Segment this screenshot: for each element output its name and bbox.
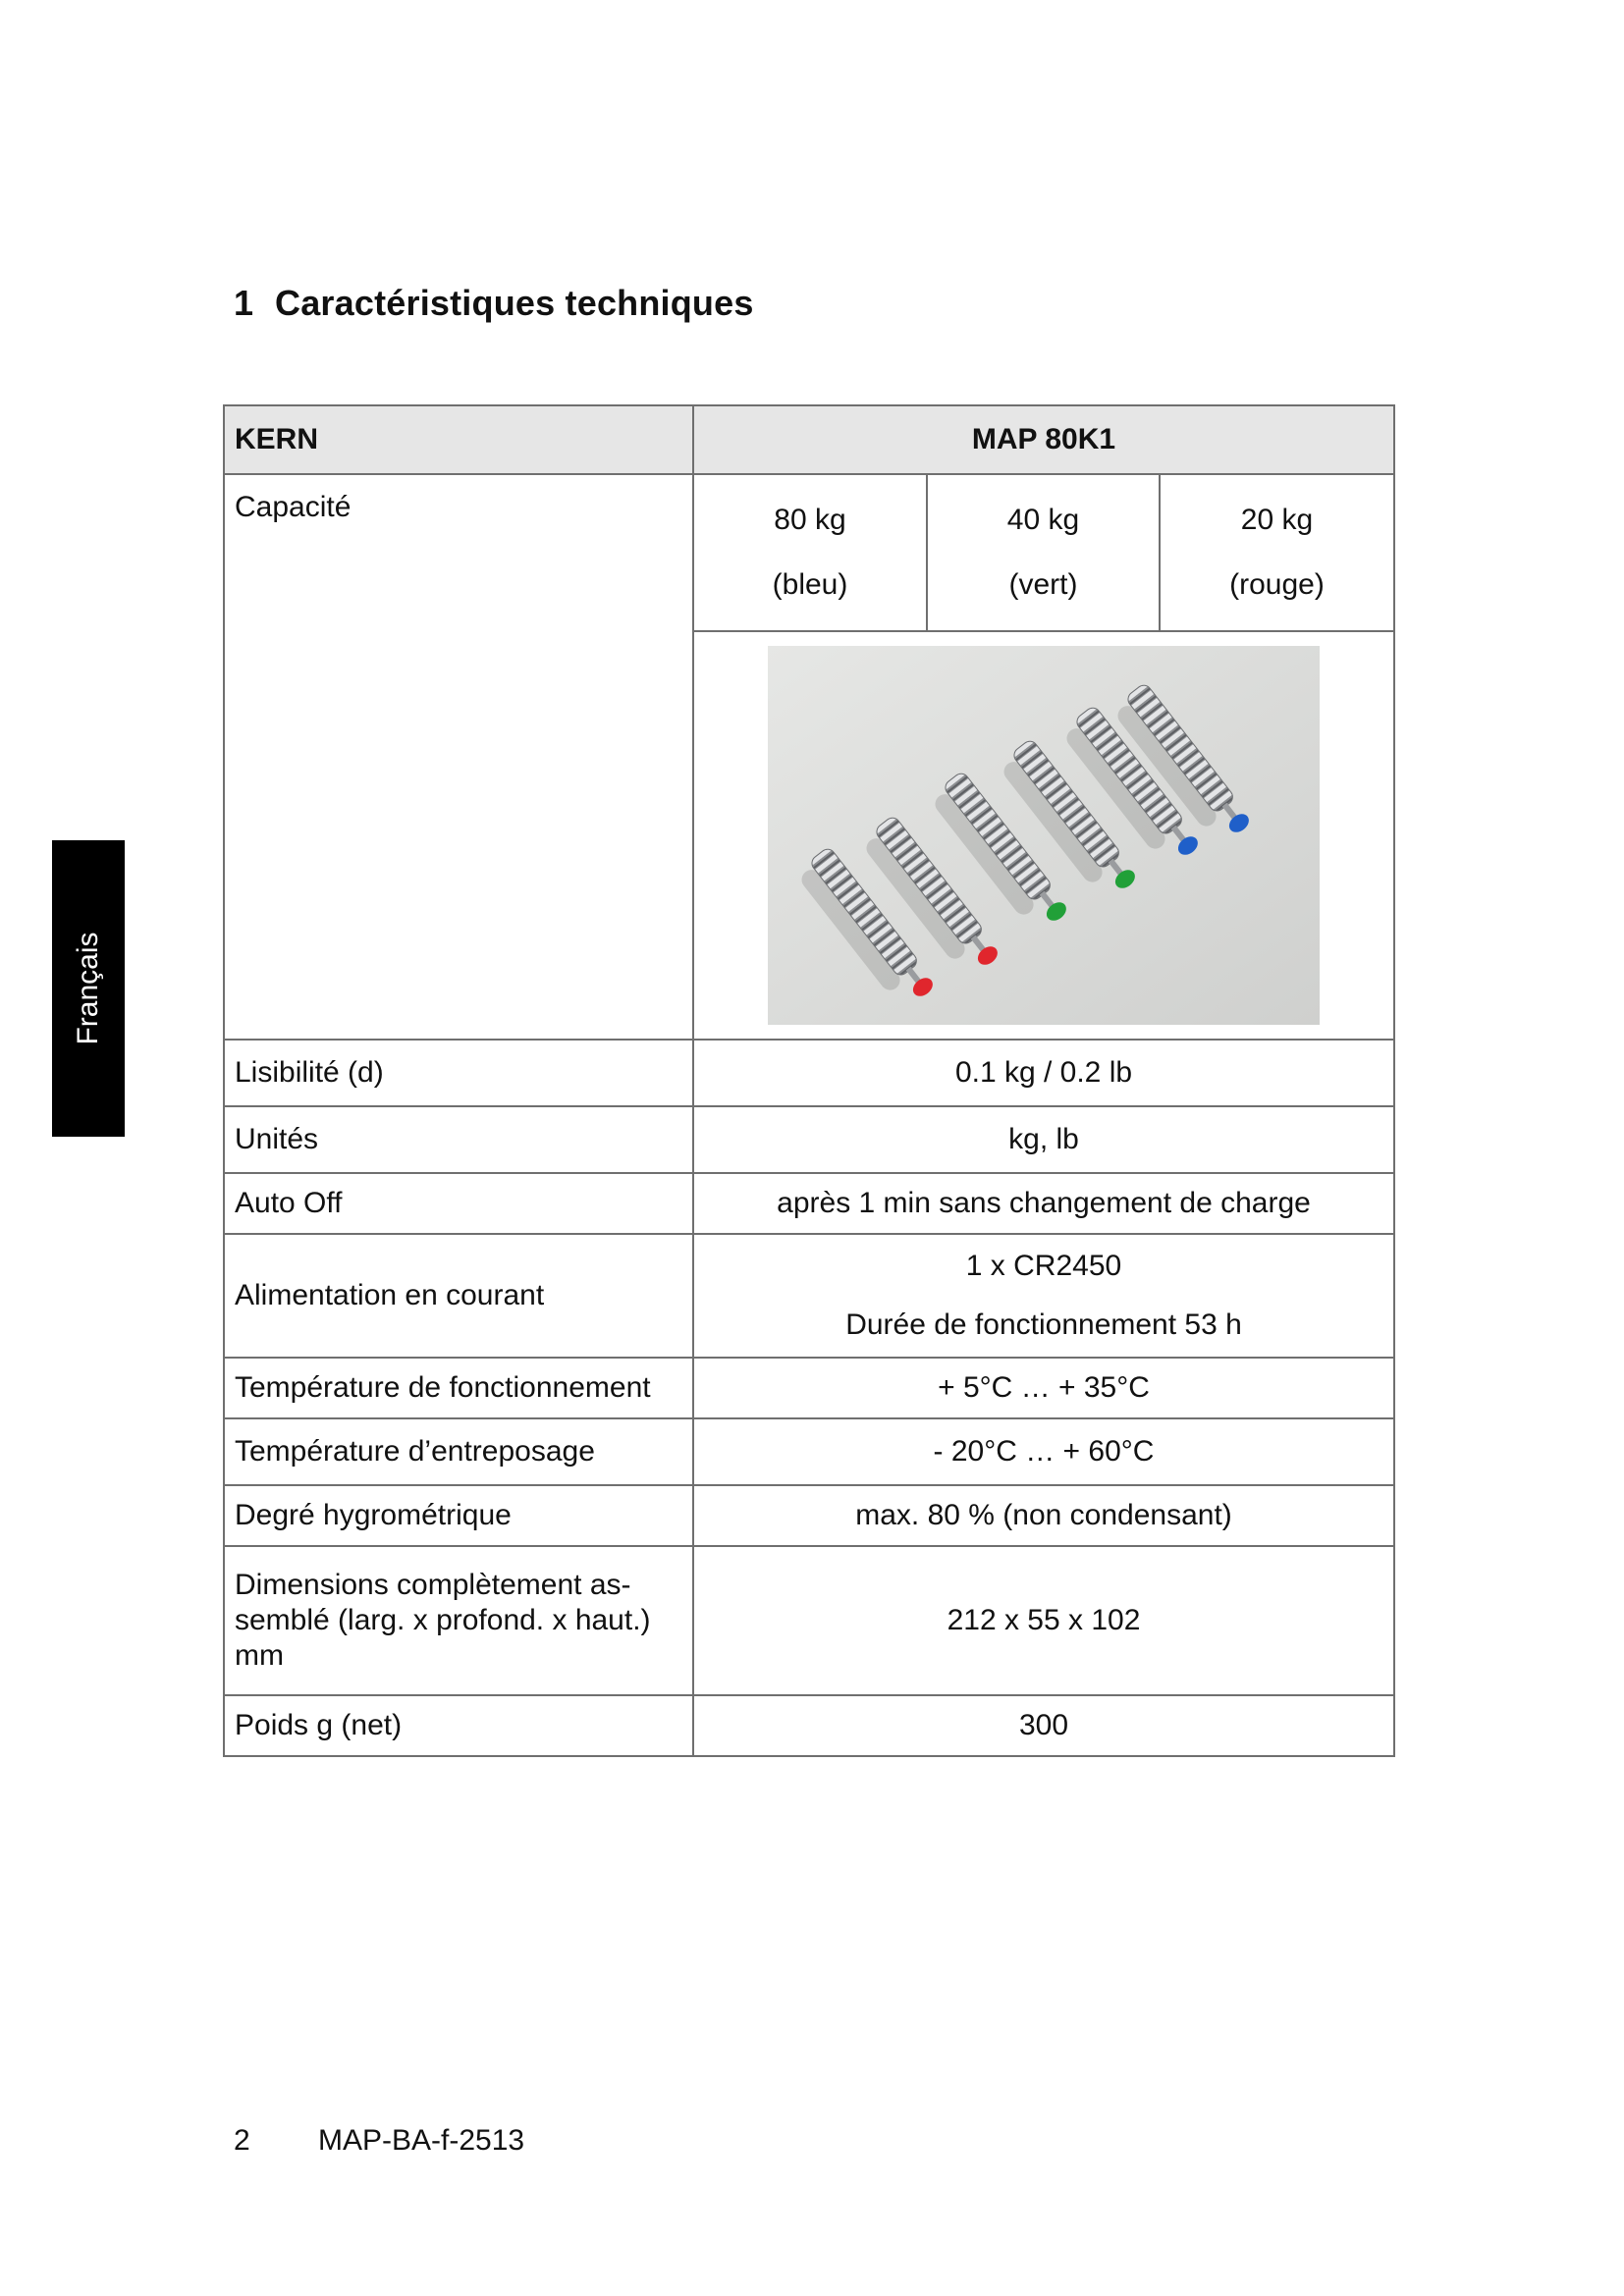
spec-row [224, 1546, 1394, 1695]
spec-value: max. 80 % (non condensant) [693, 1485, 1394, 1546]
document-code: MAP-BA-f-2513 [318, 2124, 525, 2157]
page-number: 2 [234, 2124, 250, 2157]
photo-background [768, 646, 1320, 1025]
capacity-color: (rouge) [1229, 568, 1325, 601]
capacity-color: (vert) [1008, 568, 1078, 601]
section-heading [234, 283, 754, 324]
spec-row [224, 1040, 1394, 1106]
spec-label-line: mm [235, 1639, 284, 1672]
spec-label: Unités [224, 1106, 693, 1173]
spec-label [224, 1546, 693, 1695]
photo-cell [693, 631, 1394, 1040]
spec-label: Auto Off [224, 1173, 693, 1234]
spec-label: Degré hygrométrique [224, 1485, 693, 1546]
springs-image [768, 646, 1320, 1025]
spec-row [224, 1485, 1394, 1546]
section-number: 1 [234, 283, 254, 323]
springs-photo [768, 646, 1320, 1025]
spec-label-line: Dimensions complètement as- [235, 1569, 631, 1601]
brand-cell: KERN [224, 405, 693, 474]
spec-value: 212 x 55 x 102 [693, 1546, 1394, 1695]
spec-label: Poids g (net) [224, 1695, 693, 1756]
spec-value: kg, lb [693, 1106, 1394, 1173]
spec-value [693, 1234, 1394, 1358]
spec-row [224, 1106, 1394, 1173]
capacity-option-green [927, 474, 1160, 631]
language-tab-label: Français [72, 932, 104, 1045]
model-cell: MAP 80K1 [693, 405, 1394, 474]
spec-value: - 20°C … + 60°C [693, 1418, 1394, 1485]
spec-row [224, 1358, 1394, 1418]
capacity-label: Capacité [224, 474, 693, 1040]
spec-row [224, 1234, 1394, 1358]
capacity-option-red [1160, 474, 1394, 631]
spec-table [223, 404, 1395, 1757]
spec-label: Température de fonctionnement [224, 1358, 693, 1418]
language-tab [52, 840, 125, 1137]
spec-label: Température d’entreposage [224, 1418, 693, 1485]
spec-value: 300 [693, 1695, 1394, 1756]
capacity-value: 80 kg [774, 504, 846, 536]
spec-value: après 1 min sans changement de charge [693, 1173, 1394, 1234]
capacity-row [224, 474, 1394, 631]
spec-value: + 5°C … + 35°C [693, 1358, 1394, 1418]
spec-value-line: 1 x CR2450 [965, 1250, 1122, 1282]
spec-row [224, 1418, 1394, 1485]
capacity-value: 20 kg [1240, 504, 1314, 536]
page-footer [234, 2124, 524, 2158]
spec-value: 0.1 kg / 0.2 lb [693, 1040, 1394, 1106]
spec-header-row [224, 405, 1394, 474]
capacity-color: (bleu) [772, 568, 848, 601]
spec-label: Alimentation en courant [224, 1234, 693, 1358]
section-title: Caractéristiques techniques [275, 283, 754, 323]
spec-row [224, 1695, 1394, 1756]
capacity-option-blue [693, 474, 927, 631]
capacity-value: 40 kg [1006, 504, 1080, 536]
spec-label-line: semblé (larg. x profond. x haut.) [235, 1604, 651, 1636]
spec-row [224, 1173, 1394, 1234]
spec-label: Lisibilité (d) [224, 1040, 693, 1106]
spec-value-line: Durée de fonctionnement 53 h [845, 1308, 1242, 1341]
